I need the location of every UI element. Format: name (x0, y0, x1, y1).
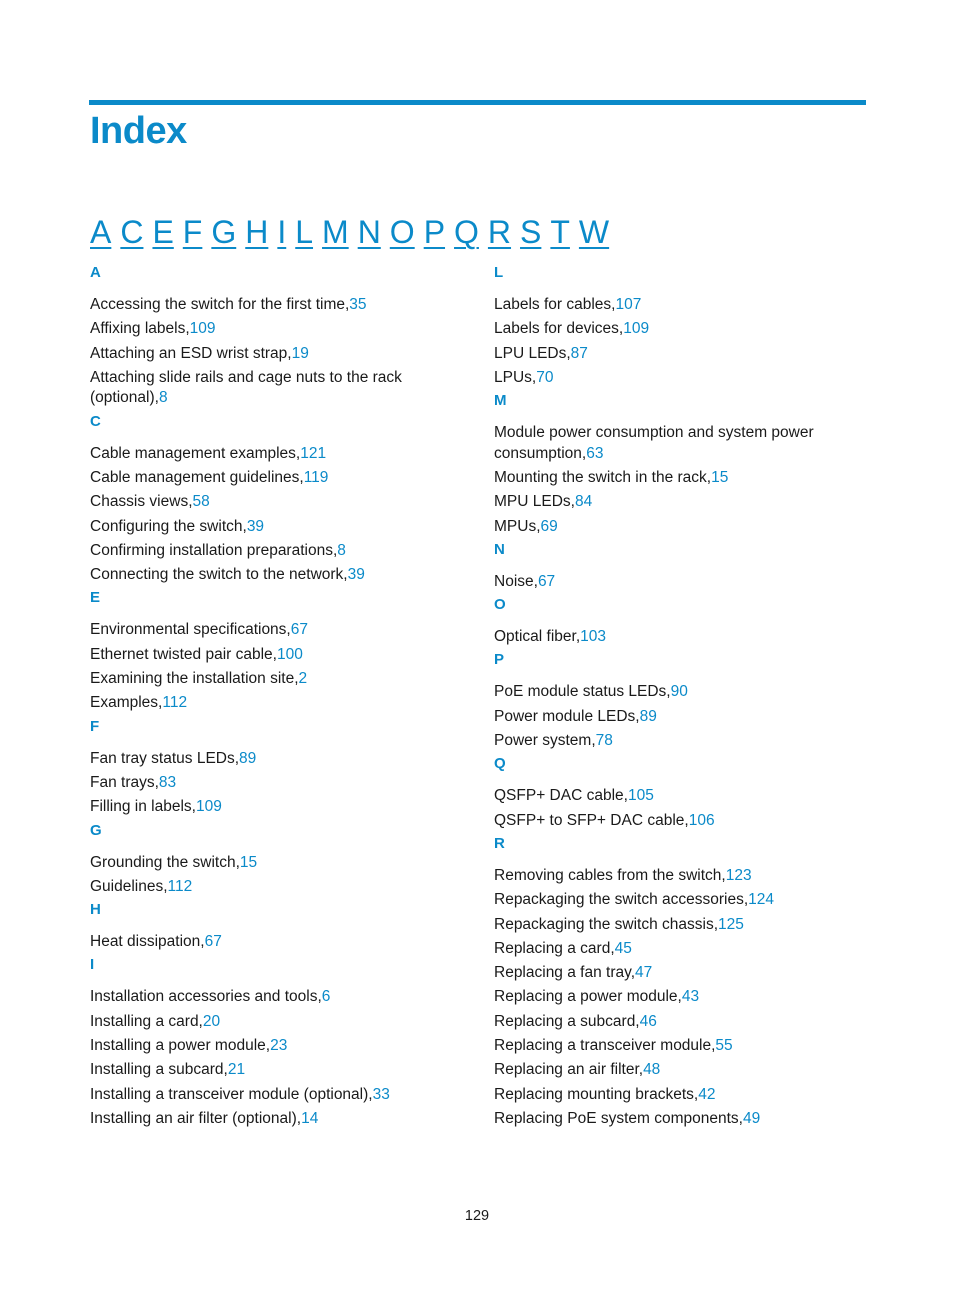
index-letter-g: G (90, 821, 102, 839)
index-entry (494, 295, 864, 316)
index-entry-text: LPU LEDs, (494, 344, 571, 362)
index-page-link[interactable]: 83 (158, 773, 177, 791)
index-entry-text: Replacing a power module, (494, 988, 682, 1006)
index-entry-text: Replacing a fan tray, (494, 964, 636, 982)
index-entry-text: Mounting the switch in the rack, (494, 468, 712, 486)
page-number: 129 (464, 1208, 490, 1224)
index-page-link[interactable]: 48 (643, 1061, 661, 1079)
index-entry (90, 932, 460, 953)
index-page-link[interactable]: 45 (614, 939, 632, 957)
index-entry-text: Replacing a card, (494, 939, 615, 957)
index-page-link[interactable]: 43 (681, 988, 700, 1006)
index-entry (494, 492, 864, 513)
index-entry-text: Installing a subcard, (90, 1061, 228, 1079)
index-entry-text: Installing a power module, (90, 1037, 271, 1055)
index-letter-i: I (90, 956, 95, 974)
index-entry (90, 344, 460, 365)
index-entry-text: Filling in labels, (90, 798, 196, 816)
alphabet-link-m[interactable]: M (322, 214, 349, 250)
index-page-link[interactable]: 109 (189, 320, 216, 338)
index-entry (494, 1085, 864, 1106)
alphabet-link-p[interactable]: P (423, 214, 446, 250)
index-page-link[interactable]: 8 (158, 389, 168, 407)
index-page-link[interactable]: 8 (337, 541, 346, 559)
index-entry-text: Examining the installation site, (90, 670, 299, 688)
index-entry (90, 877, 460, 898)
index-page-link[interactable]: 109 (623, 320, 650, 338)
index-page-link[interactable]: 105 (627, 787, 654, 805)
index-page-link[interactable]: 21 (227, 1061, 246, 1079)
index-page-link[interactable]: 89 (239, 749, 257, 767)
index-page-link[interactable]: 103 (580, 628, 607, 646)
index-page-link[interactable]: 70 (536, 368, 554, 386)
index-entry (494, 731, 864, 752)
index-page-link[interactable]: 119 (303, 468, 329, 486)
index-entry (90, 492, 460, 513)
index-letter-r: R (494, 834, 505, 852)
index-entry (494, 368, 864, 389)
alphabet-link-h[interactable]: H (245, 214, 269, 250)
index-page-link[interactable]: 90 (670, 683, 688, 701)
index-page-link[interactable]: 123 (725, 866, 752, 884)
index-entry-text: Labels for cables, (494, 296, 616, 313)
index-page-link[interactable]: 67 (537, 572, 556, 590)
index-page-link[interactable]: 58 (192, 493, 210, 511)
index-page-link[interactable]: 14 (301, 1109, 319, 1127)
index-entry-text: Cable management examples, (90, 444, 301, 462)
alphabet-link-a[interactable]: A (90, 214, 112, 250)
index-entry (90, 1060, 460, 1081)
index-entry (90, 620, 460, 641)
index-entry-text: Fan trays, (90, 773, 159, 791)
index-page-link[interactable]: 106 (688, 811, 715, 829)
index-page-link[interactable]: 15 (711, 468, 729, 486)
index-entry (494, 866, 864, 887)
index-entry-text: Installation accessories and tools, (90, 988, 322, 1006)
index-letter-a: A (90, 264, 101, 281)
index-page-link[interactable]: 15 (239, 853, 258, 871)
index-entry (90, 669, 460, 690)
index-entry (90, 1012, 460, 1033)
index-entry (494, 811, 864, 832)
index-entry-text: Installing a transceiver module (optional), (90, 1085, 373, 1103)
index-column-right (494, 264, 864, 1133)
index-letter-f: F (90, 717, 100, 735)
alphabet-link-w[interactable]: W (578, 214, 610, 250)
index-entry (90, 565, 460, 586)
index-entry-text: Guidelines, (90, 877, 168, 895)
index-entry (90, 468, 460, 489)
title-rule (89, 100, 866, 105)
index-entry-text: Optical fiber, (494, 628, 581, 646)
index-entry-text: Accessing the switch for the first time, (90, 296, 350, 313)
index-page-link[interactable]: 69 (540, 517, 558, 535)
index-page-link[interactable]: 67 (290, 621, 308, 639)
index-entry-text: Replacing mounting brackets, (494, 1085, 699, 1103)
index-page-link[interactable]: 78 (595, 732, 613, 750)
index-page-link[interactable]: 109 (195, 798, 222, 816)
index-entry (90, 773, 460, 794)
index-entry (90, 645, 460, 666)
index-entry-text: QSFP+ to SFP+ DAC cable, (494, 811, 689, 829)
index-entry-text: Removing cables from the switch, (494, 866, 726, 884)
index-entry (494, 786, 864, 807)
index-entry (494, 987, 864, 1008)
index-letter-n: N (494, 540, 505, 558)
alphabet-nav (90, 214, 618, 251)
index-page-link[interactable]: 20 (202, 1012, 221, 1030)
index-page-link[interactable]: 35 (349, 296, 367, 313)
alphabet-link-l[interactable]: L (295, 214, 314, 250)
index-page-link[interactable]: 49 (742, 1109, 761, 1127)
index-page-link[interactable]: 23 (270, 1037, 288, 1055)
index-letter-c: C (90, 412, 101, 430)
index-entry (494, 423, 864, 464)
index-page-link[interactable]: 112 (167, 877, 193, 895)
index-entry (494, 517, 864, 538)
index-entry (90, 368, 460, 409)
index-entry-text: LPUs, (494, 368, 537, 386)
index-entry (494, 344, 864, 365)
index-entry-text: Examples, (90, 694, 163, 712)
index-entry-text: Installing a card, (90, 1012, 203, 1030)
index-letter-o: O (494, 596, 506, 614)
index-entry-text: QSFP+ DAC cable, (494, 787, 628, 805)
alphabet-link-f[interactable]: F (182, 214, 203, 250)
index-entry-text: Replacing an air filter, (494, 1061, 644, 1079)
index-page-link[interactable]: 121 (300, 444, 327, 462)
index-entry-text: Power module LEDs, (494, 707, 640, 725)
index-page-link[interactable]: 107 (615, 296, 642, 313)
index-page-link[interactable]: 19 (291, 344, 309, 362)
index-entry-text: Confirming installation preparations, (90, 541, 338, 559)
index-entry (90, 517, 460, 538)
index-page-link[interactable]: 46 (639, 1012, 657, 1030)
index-entry (494, 890, 864, 911)
index-entry (90, 987, 460, 1008)
index-page-link[interactable]: 6 (321, 988, 331, 1006)
index-entry (90, 295, 460, 316)
index-entry-text: Chassis views, (90, 493, 193, 511)
index-entry-text: Attaching an ESD wrist strap, (90, 344, 292, 362)
index-entry (494, 627, 864, 648)
index-entry-text: Installing an air filter (optional), (90, 1109, 302, 1127)
index-entry-text: Power system, (494, 732, 596, 750)
index-entry-text: Grounding the switch, (90, 853, 240, 871)
alphabet-link-n[interactable]: N (357, 214, 381, 250)
index-entry (494, 468, 864, 489)
index-page-link[interactable]: 112 (162, 694, 188, 712)
page-title: Index (90, 110, 187, 152)
index-page-link[interactable]: 125 (718, 915, 744, 933)
index-entry (494, 1012, 864, 1033)
index-page-link[interactable]: 42 (698, 1085, 716, 1103)
index-page-link[interactable]: 63 (586, 444, 604, 462)
alphabet-link-o[interactable]: O (389, 214, 415, 250)
index-entry-text: Replacing PoE system components, (494, 1109, 743, 1127)
index-page-link[interactable]: 33 (372, 1085, 390, 1103)
index-page-link[interactable]: 39 (347, 566, 365, 584)
alphabet-link-g[interactable]: G (211, 214, 237, 250)
alphabet-link-r[interactable]: R (487, 214, 512, 250)
index-page-link[interactable]: 87 (570, 344, 588, 362)
index-entry (90, 693, 460, 714)
index-entry (90, 749, 460, 770)
index-entry (90, 1085, 460, 1106)
index-page-link[interactable]: 67 (204, 933, 222, 951)
alphabet-link-i[interactable]: I (277, 214, 287, 250)
index-entry (494, 707, 864, 728)
index-entry (494, 1060, 864, 1081)
index-entry (494, 319, 864, 340)
index-entry-text: Configuring the switch, (90, 517, 247, 535)
index-entry (90, 797, 460, 818)
index-page-link[interactable]: 47 (635, 964, 653, 982)
index-entry-text: Labels for devices, (494, 320, 624, 338)
index-entry-text: Repackaging the switch accessories, (494, 891, 749, 909)
index-page-link[interactable]: 2 (298, 670, 308, 688)
index-entry-text: Replacing a transceiver module, (494, 1037, 716, 1055)
index-column-left (90, 264, 460, 1133)
index-entry-text: Environmental specifications, (90, 621, 291, 639)
index-letter-e: E (90, 589, 101, 607)
index-page-link[interactable]: 39 (246, 517, 265, 535)
alphabet-link-s[interactable]: S (520, 214, 542, 250)
index-entry-text: PoE module status LEDs, (494, 683, 671, 701)
index-page-link[interactable]: 100 (276, 645, 303, 663)
index-entry-text: Repackaging the switch chassis, (494, 915, 719, 933)
index-letter-h: H (90, 901, 101, 919)
alphabet-link-q[interactable]: Q (454, 214, 479, 250)
index-entry-text: Connecting the switch to the network, (90, 566, 348, 584)
index-entry (494, 963, 864, 984)
index-entry-text: Attaching slide rails and cage nuts to the rack (optional), (90, 368, 402, 407)
index-entry-text: Ethernet twisted pair cable, (90, 645, 277, 663)
index-entry (90, 1109, 460, 1130)
index-letter-l: L (494, 264, 504, 281)
index-entry-text: MPUs, (494, 517, 541, 535)
index-entry (494, 1109, 864, 1130)
index-entry (90, 853, 460, 874)
index-entry (90, 541, 460, 562)
index-entry-text: Noise, (494, 572, 538, 590)
index-page-link[interactable]: 55 (715, 1037, 733, 1055)
alphabet-link-c[interactable]: C (120, 214, 144, 250)
index-entry-text: Replacing a subcard, (494, 1012, 640, 1030)
index-entry (90, 444, 460, 465)
index-page-link[interactable]: 124 (748, 891, 775, 909)
index-entry (494, 915, 864, 936)
index-entry (494, 1036, 864, 1057)
index-entry-text: Module power consumption and system power consumption, (494, 424, 814, 462)
index-entry-text: Heat dissipation, (90, 933, 205, 951)
index-letter-p: P (494, 651, 505, 669)
index-page-link[interactable]: 89 (639, 707, 657, 725)
index-entry-text: Affixing labels, (90, 320, 190, 338)
index-entry-text: Fan tray status LEDs, (90, 749, 240, 767)
alphabet-link-e[interactable]: E (152, 214, 174, 250)
index-entry-text: MPU LEDs, (494, 493, 575, 511)
alphabet-link-t[interactable]: T (550, 214, 570, 250)
index-letter-m: M (494, 392, 507, 410)
index-entry (90, 319, 460, 340)
index-letter-q: Q (494, 755, 506, 773)
index-entry (90, 1036, 460, 1057)
index-entry (494, 682, 864, 703)
index-entry (494, 572, 864, 593)
index-page-link[interactable]: 84 (574, 493, 593, 511)
index-entry-text: Cable management guidelines, (90, 468, 304, 486)
index-entry (494, 939, 864, 960)
